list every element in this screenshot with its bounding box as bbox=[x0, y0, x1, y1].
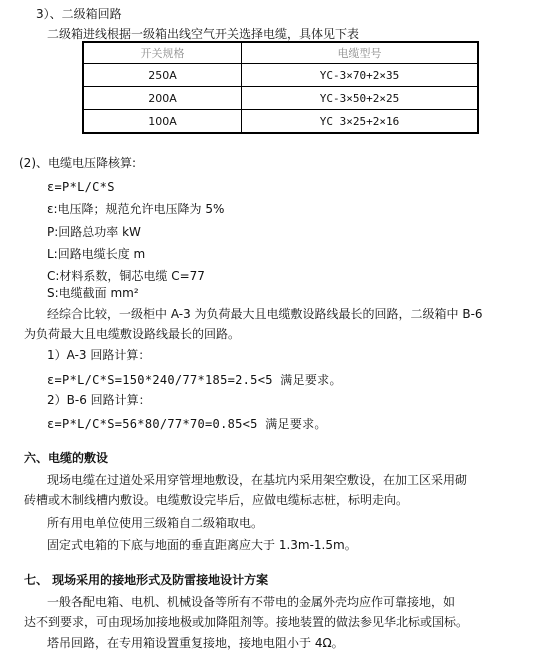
section7-p1-line1: 一般各配电箱、电机、机械设备等所有不带电的金属外壳均应作可靠接地，如 bbox=[47, 595, 456, 609]
comparison-para-line1: 经综合比较，一级柜中 A-3 为负荷最大且电缆敷设路线最长的回路，二级箱中 B-6 bbox=[47, 307, 483, 321]
voltage-drop-heading: (2)、电缆电压降核算: bbox=[19, 156, 137, 170]
table-header-row bbox=[83, 42, 478, 64]
header-switch-spec: 开关规格 bbox=[83, 42, 242, 64]
section7-heading: 七、 现场采用的接地形式及防雷接地设计方案 bbox=[24, 573, 269, 587]
cell-spec: 200A bbox=[83, 87, 242, 110]
section6-heading: 六、电缆的敷设 bbox=[24, 451, 109, 465]
comparison-para-line2: 为负荷最大且电缆敷设路线最长的回路。 bbox=[24, 327, 241, 341]
def-c: C:材料系数，铜芯电缆 C=77 bbox=[47, 269, 205, 283]
cell-spec: 250A bbox=[83, 64, 242, 87]
section6-p1-line1: 现场电缆在过道处采用穿管埋地敷设，在基坑内采用架空敷设，在加工区采用砌 bbox=[47, 473, 468, 487]
section6-p3: 固定式电箱的下底与地面的垂直距离应大于 1.3m-1.5m。 bbox=[47, 538, 357, 552]
header-cable-model: 电缆型号 bbox=[242, 42, 479, 64]
calc2-label: 2）B-6 回路计算： bbox=[47, 393, 151, 407]
formula: ε=P*L/C*S bbox=[47, 180, 115, 194]
cable-spec-table bbox=[82, 41, 479, 134]
def-epsilon: ε:电压降；规范允许电压降为 5% bbox=[47, 202, 225, 216]
calc1-result: ε=P*L/C*S=150*240/77*185=2.5<5 满足要求。 bbox=[47, 373, 342, 387]
cell-spec: 100A bbox=[83, 110, 242, 134]
cell-model: YC-3×70+2×35 bbox=[242, 64, 479, 87]
table-row bbox=[83, 110, 478, 134]
table-row bbox=[83, 64, 478, 87]
calc2-result: ε=P*L/C*S=56*80/77*70=0.85<5 满足要求。 bbox=[47, 417, 327, 431]
table-row bbox=[83, 87, 478, 110]
section7-p1-line2: 达不到要求，可由现场加接地极或加降阻剂等。接地装置的做法参见华北标或国标。 bbox=[24, 615, 469, 629]
section6-p2: 所有用电单位使用三级箱自二级箱取电。 bbox=[47, 516, 264, 530]
section7-p2: 塔吊回路，在专用箱设置重复接地，接地电阻小于 4Ω。 bbox=[47, 636, 344, 650]
def-l: L:回路电缆长度 m bbox=[47, 247, 146, 261]
cell-model: YC-3×50+2×25 bbox=[242, 87, 479, 110]
section3-intro: 二级箱进线根据一级箱出线空气开关选择电缆，具体见下表 bbox=[47, 27, 360, 41]
section6-p1-line2: 砖槽或木制线槽内敷设。电缆敷设完毕后，应做电缆标志桩，标明走向。 bbox=[24, 493, 409, 507]
cell-model: YC 3×25+2×16 bbox=[242, 110, 479, 134]
section3-heading: 3）、二级箱回路 bbox=[36, 7, 122, 21]
calc1-label: 1）A-3 回路计算： bbox=[47, 348, 151, 362]
def-s: S:电缆截面 mm² bbox=[47, 286, 139, 300]
def-p: P:回路总功率 kW bbox=[47, 225, 141, 239]
